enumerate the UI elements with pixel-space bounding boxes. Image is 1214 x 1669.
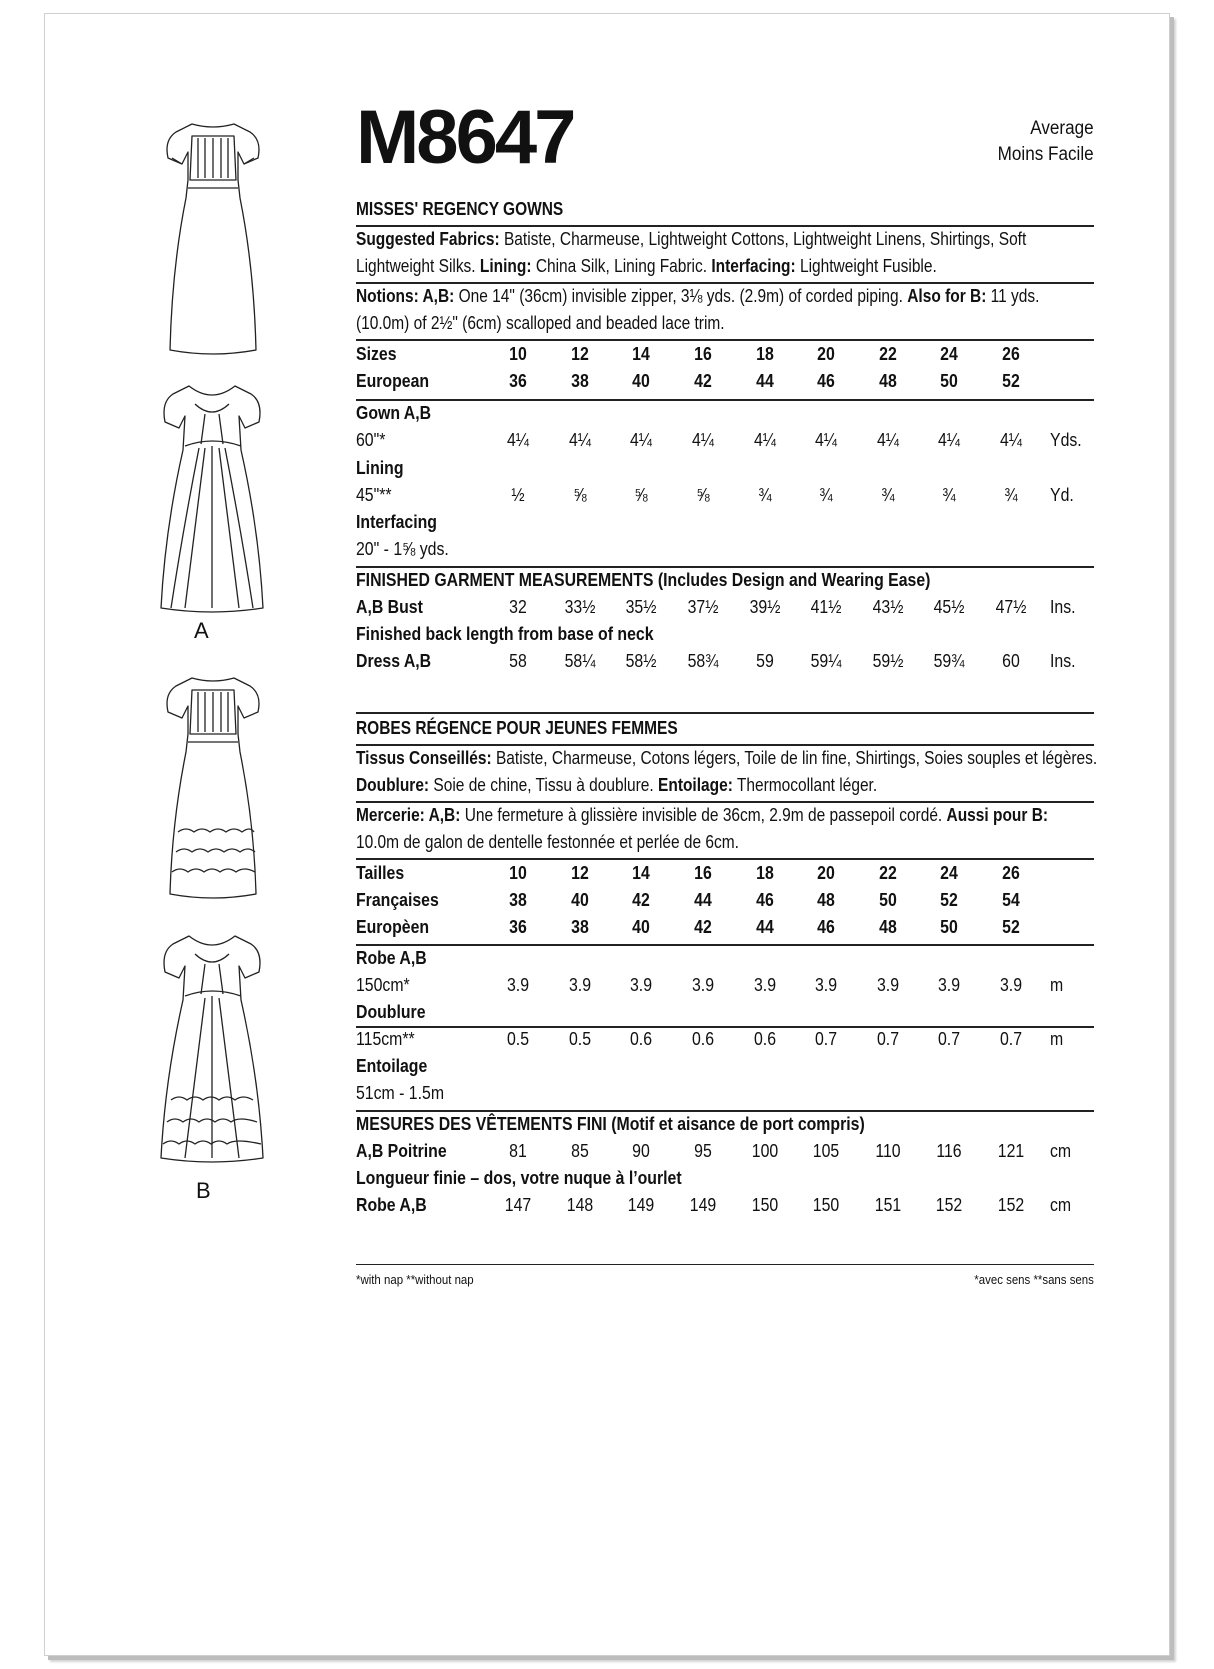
french-size-cell: 52 <box>940 890 958 910</box>
en-interfacing-label: Interfacing: <box>711 256 796 276</box>
dress-length-cell: 59¼ <box>810 651 842 671</box>
size-cell: 18 <box>756 344 774 364</box>
size-cell: 24 <box>940 344 958 364</box>
yardage-cell: ⅝ <box>573 485 587 505</box>
dress-length-cell: 152 <box>935 1195 963 1215</box>
size-cell: 12 <box>571 344 589 364</box>
size-cell: 18 <box>756 863 774 883</box>
length-label: Longueur finie – dos, votre nuque à l’ourlet <box>356 1168 682 1188</box>
unit-label: Ins. <box>1050 651 1076 671</box>
french-size-cell: 38 <box>509 890 527 910</box>
size-cell: 20 <box>817 344 835 364</box>
en-fabrics-label: Suggested Fabrics: <box>356 229 500 249</box>
robe-width: 150cm* <box>356 975 410 995</box>
bust-cell: 32 <box>509 597 527 617</box>
yardage-cell: 3.9 <box>937 975 961 995</box>
gown-label: Gown A,B <box>356 403 432 423</box>
french-size-cell: 40 <box>571 890 589 910</box>
dress-length-cell: 60 <box>1002 651 1020 671</box>
dress-length-cell: 58¼ <box>564 651 596 671</box>
dress-label: Dress A,B <box>356 651 432 671</box>
unit-label: Yds. <box>1050 430 1082 450</box>
european-label: European <box>356 371 430 391</box>
unit-label: cm <box>1050 1141 1072 1161</box>
dress-length-cell: 149 <box>689 1195 717 1215</box>
yardage-cell: 0.7 <box>999 1029 1023 1049</box>
yardage-cell: 4¼ <box>568 430 592 450</box>
poitrine-label: A,B Poitrine <box>356 1141 447 1161</box>
bust-cell: 39½ <box>749 597 781 617</box>
dress-length-cell: 59¾ <box>933 651 965 671</box>
yardage-cell: ¾ <box>1004 485 1018 505</box>
bust-cell: 45½ <box>933 597 965 617</box>
en-notions-line1 <box>356 283 1039 310</box>
dress-length-cell: 148 <box>566 1195 594 1215</box>
interfacing-row-label: Interfacing <box>356 512 437 532</box>
french-size-cell: 54 <box>1002 890 1020 910</box>
en-fabrics-text-2: Lightweight Silks. <box>356 256 476 276</box>
doublure-width: 115cm** <box>356 1029 415 1049</box>
sizes-label: Sizes <box>356 344 397 364</box>
entoilage-value: 51cm - 1.5m <box>356 1083 445 1103</box>
dress-length-cell: 58 <box>509 651 527 671</box>
divider <box>356 1264 1094 1265</box>
yardage-cell: 4¼ <box>629 430 653 450</box>
yardage-cell: 0.5 <box>568 1029 592 1049</box>
robe-label: Robe A,B <box>356 948 427 968</box>
european-size-cell: 36 <box>509 371 527 391</box>
divider <box>356 858 1094 860</box>
en-fabrics-line2 <box>356 253 937 280</box>
bust-cell: 110 <box>875 1141 901 1161</box>
european-size-cell: 50 <box>940 371 958 391</box>
yardage-cell: ¾ <box>819 485 833 505</box>
yardage-cell: 0.6 <box>629 1029 653 1049</box>
size-cell: 26 <box>1002 863 1020 883</box>
view-b-back-illustration <box>155 930 270 1165</box>
bust-cell: 116 <box>936 1141 962 1161</box>
size-cell: 10 <box>509 863 527 883</box>
tailles-label: Tailles <box>356 863 405 883</box>
fr-notions-text: Une fermeture à glissière invisible de 36cm, 2.9m de passepoil cordé. <box>464 805 943 825</box>
robe-length-label: Robe A,B <box>356 1195 427 1215</box>
divider <box>356 1026 1094 1028</box>
doublure-label: Doublure <box>356 1002 426 1022</box>
yardage-cell: 4¼ <box>814 430 838 450</box>
european-size-cell: 36 <box>509 917 527 937</box>
en-lining-label: Lining: <box>479 256 532 276</box>
en-fabrics-text: Batiste, Charmeuse, Lightweight Cottons, Lightweight Linens, Shirtings, Soft <box>503 229 1027 249</box>
divider <box>356 339 1094 341</box>
yardage-cell: 3.9 <box>814 975 838 995</box>
back-length-label: Finished back length from base of neck <box>356 624 654 644</box>
european-size-cell: 44 <box>756 917 774 937</box>
dress-length-cell: 151 <box>874 1195 902 1215</box>
unit-label: m <box>1050 975 1064 995</box>
yardage-cell: 0.7 <box>876 1029 900 1049</box>
interfacing-value: 20" - 1⅝ yds. <box>356 539 449 559</box>
yardage-cell: ½ <box>511 485 525 505</box>
french-size-cell: 48 <box>817 890 835 910</box>
unit-label: Ins. <box>1050 597 1076 617</box>
yardage-cell: ¾ <box>758 485 772 505</box>
yardage-cell: 4¼ <box>937 430 961 450</box>
footnote-en: *with nap **without nap <box>356 1272 474 1287</box>
fr-interfacing-text: Thermocollant léger. <box>736 775 878 795</box>
french-size-cell: 50 <box>879 890 897 910</box>
yardage-cell: 0.6 <box>753 1029 777 1049</box>
view-a-back-illustration <box>155 380 270 615</box>
european-size-cell: 38 <box>571 917 589 937</box>
bust-cell: 85 <box>571 1141 589 1161</box>
fr-fabrics-label: Tissus Conseillés: <box>356 748 492 768</box>
dress-length-cell: 59 <box>756 651 774 671</box>
french-size-cell: 46 <box>756 890 774 910</box>
unit-label: m <box>1050 1029 1064 1049</box>
en-notions-line2: (10.0m) of 2½" (6cm) scalloped and beaded lace trim. <box>356 313 725 333</box>
european-size-cell: 46 <box>817 371 835 391</box>
gown-width: 60"* <box>356 430 386 450</box>
en-also-label: Also for B: <box>907 286 987 306</box>
dress-length-cell: 59½ <box>872 651 904 671</box>
size-cell: 20 <box>817 863 835 883</box>
view-a-front-illustration <box>158 118 268 358</box>
difficulty-rating <box>998 116 1094 168</box>
finished-measurements-heading-fr: MESURES DES VÊTEMENTS FINI (Motif et aisance de port compris) <box>356 1114 865 1134</box>
fr-notions-line1 <box>356 802 1048 829</box>
finished-measurements-heading: FINISHED GARMENT MEASUREMENTS (Includes Design and Wearing Ease) <box>356 570 931 590</box>
size-cell: 16 <box>694 344 712 364</box>
dress-length-cell: 147 <box>504 1195 532 1215</box>
entoilage-label: Entoilage <box>356 1056 428 1076</box>
divider <box>356 399 1094 401</box>
en-also-text: 11 yds. <box>990 286 1040 306</box>
dress-length-cell: 58½ <box>625 651 657 671</box>
unit-label: Yd. <box>1050 485 1074 505</box>
divider <box>356 712 1094 714</box>
bust-cell: 121 <box>997 1141 1025 1161</box>
difficulty-en: Average <box>1030 118 1094 139</box>
fr-fabrics-text: Batiste, Charmeuse, Cotons légers, Toile de lin fine, Shirtings, Soies souples et légères. <box>495 748 1098 768</box>
european-size-cell: 38 <box>571 371 589 391</box>
yardage-cell: 3.9 <box>753 975 777 995</box>
european-size-cell: 40 <box>632 371 650 391</box>
bust-cell: 43½ <box>872 597 904 617</box>
pattern-number: M8647 <box>356 95 574 180</box>
european-size-cell: 48 <box>879 917 897 937</box>
yardage-cell: 4¼ <box>506 430 530 450</box>
yardage-cell: 3.9 <box>568 975 592 995</box>
fr-fabrics-line1 <box>356 745 1097 772</box>
footnote-fr: *avec sens **sans sens <box>974 1272 1094 1287</box>
fr-interfacing-label: Entoilage: <box>658 775 733 795</box>
european-size-cell: 46 <box>817 917 835 937</box>
yardage-cell: 3.9 <box>629 975 653 995</box>
view-b-label: B <box>196 1178 211 1203</box>
fr-heading: ROBES RÉGENCE POUR JEUNES FEMMES <box>356 718 678 738</box>
european-size-cell: 48 <box>879 371 897 391</box>
en-lining-text: China Silk, Lining Fabric. <box>535 256 708 276</box>
yardage-cell: 4¼ <box>691 430 715 450</box>
size-cell: 12 <box>571 863 589 883</box>
size-cell: 22 <box>879 863 897 883</box>
size-cell: 26 <box>1002 344 1020 364</box>
dress-length-cell: 150 <box>812 1195 840 1215</box>
bust-cell: 100 <box>751 1141 779 1161</box>
european-size-cell: 44 <box>756 371 774 391</box>
dress-length-cell: 150 <box>751 1195 779 1215</box>
bust-cell: 35½ <box>625 597 657 617</box>
yardage-cell: ¾ <box>881 485 895 505</box>
fr-notions-line2: 10.0m de galon de dentelle festonnée et perlée de 6cm. <box>356 832 739 852</box>
yardage-cell: 3.9 <box>876 975 900 995</box>
lining-row-label: Lining <box>356 458 404 478</box>
size-cell: 24 <box>940 863 958 883</box>
europeen-label: Europèen <box>356 917 430 937</box>
fr-lining-label: Doublure: <box>356 775 430 795</box>
lining-width: 45"** <box>356 485 392 505</box>
size-cell: 16 <box>694 863 712 883</box>
en-notions-label: Notions: A,B: <box>356 286 455 306</box>
view-a-label: A <box>194 618 209 643</box>
bust-cell: 47½ <box>995 597 1027 617</box>
european-size-cell: 52 <box>1002 917 1020 937</box>
yardage-cell: 0.7 <box>937 1029 961 1049</box>
size-cell: 10 <box>509 344 527 364</box>
unit-label: cm <box>1050 1195 1072 1215</box>
bust-cell: 37½ <box>687 597 719 617</box>
bust-cell: 33½ <box>564 597 596 617</box>
divider <box>356 1110 1094 1112</box>
yardage-cell: ¾ <box>942 485 956 505</box>
yardage-cell: 0.6 <box>691 1029 715 1049</box>
european-size-cell: 40 <box>632 917 650 937</box>
european-size-cell: 52 <box>1002 371 1020 391</box>
dress-length-cell: 152 <box>997 1195 1025 1215</box>
french-size-cell: 44 <box>694 890 712 910</box>
bust-cell: 90 <box>632 1141 650 1161</box>
yardage-cell: 3.9 <box>999 975 1023 995</box>
bust-cell: 81 <box>509 1141 527 1161</box>
size-cell: 22 <box>879 344 897 364</box>
bust-cell: 105 <box>812 1141 840 1161</box>
en-fabrics-line1 <box>356 226 1026 253</box>
european-size-cell: 50 <box>940 917 958 937</box>
european-size-cell: 42 <box>694 371 712 391</box>
en-heading: MISSES' REGENCY GOWNS <box>356 199 564 219</box>
bust-label: A,B Bust <box>356 597 423 617</box>
en-interfacing-text: Lightweight Fusible. <box>799 256 937 276</box>
european-size-cell: 42 <box>694 917 712 937</box>
fr-lining-text: Soie de chine, Tissu à doublure. <box>433 775 654 795</box>
yardage-cell: 4¼ <box>999 430 1023 450</box>
francaises-label: Françaises <box>356 890 439 910</box>
yardage-cell: 0.7 <box>814 1029 838 1049</box>
bust-cell: 41½ <box>810 597 842 617</box>
yardage-cell: 3.9 <box>506 975 530 995</box>
divider <box>356 566 1094 568</box>
dress-length-cell: 58¾ <box>687 651 719 671</box>
yardage-cell: 0.5 <box>506 1029 530 1049</box>
yardage-cell: 4¼ <box>876 430 900 450</box>
fr-also-label: Aussi pour B: <box>946 805 1049 825</box>
dress-length-cell: 149 <box>627 1195 655 1215</box>
yardage-cell: ⅝ <box>634 485 648 505</box>
size-cell: 14 <box>632 344 650 364</box>
size-cell: 14 <box>632 863 650 883</box>
divider <box>356 944 1094 946</box>
difficulty-fr: Moins Facile <box>998 144 1094 165</box>
view-b-front-illustration <box>158 672 268 902</box>
en-notions-text: One 14" (36cm) invisible zipper, 3⅛ yds. (2.9m) of corded piping. <box>458 286 903 306</box>
fr-fabrics-line2 <box>356 772 877 799</box>
yardage-cell: 4¼ <box>753 430 777 450</box>
french-size-cell: 42 <box>632 890 650 910</box>
yardage-cell: ⅝ <box>696 485 710 505</box>
yardage-cell: 3.9 <box>691 975 715 995</box>
fr-notions-label: Mercerie: A,B: <box>356 805 461 825</box>
bust-cell: 95 <box>694 1141 712 1161</box>
